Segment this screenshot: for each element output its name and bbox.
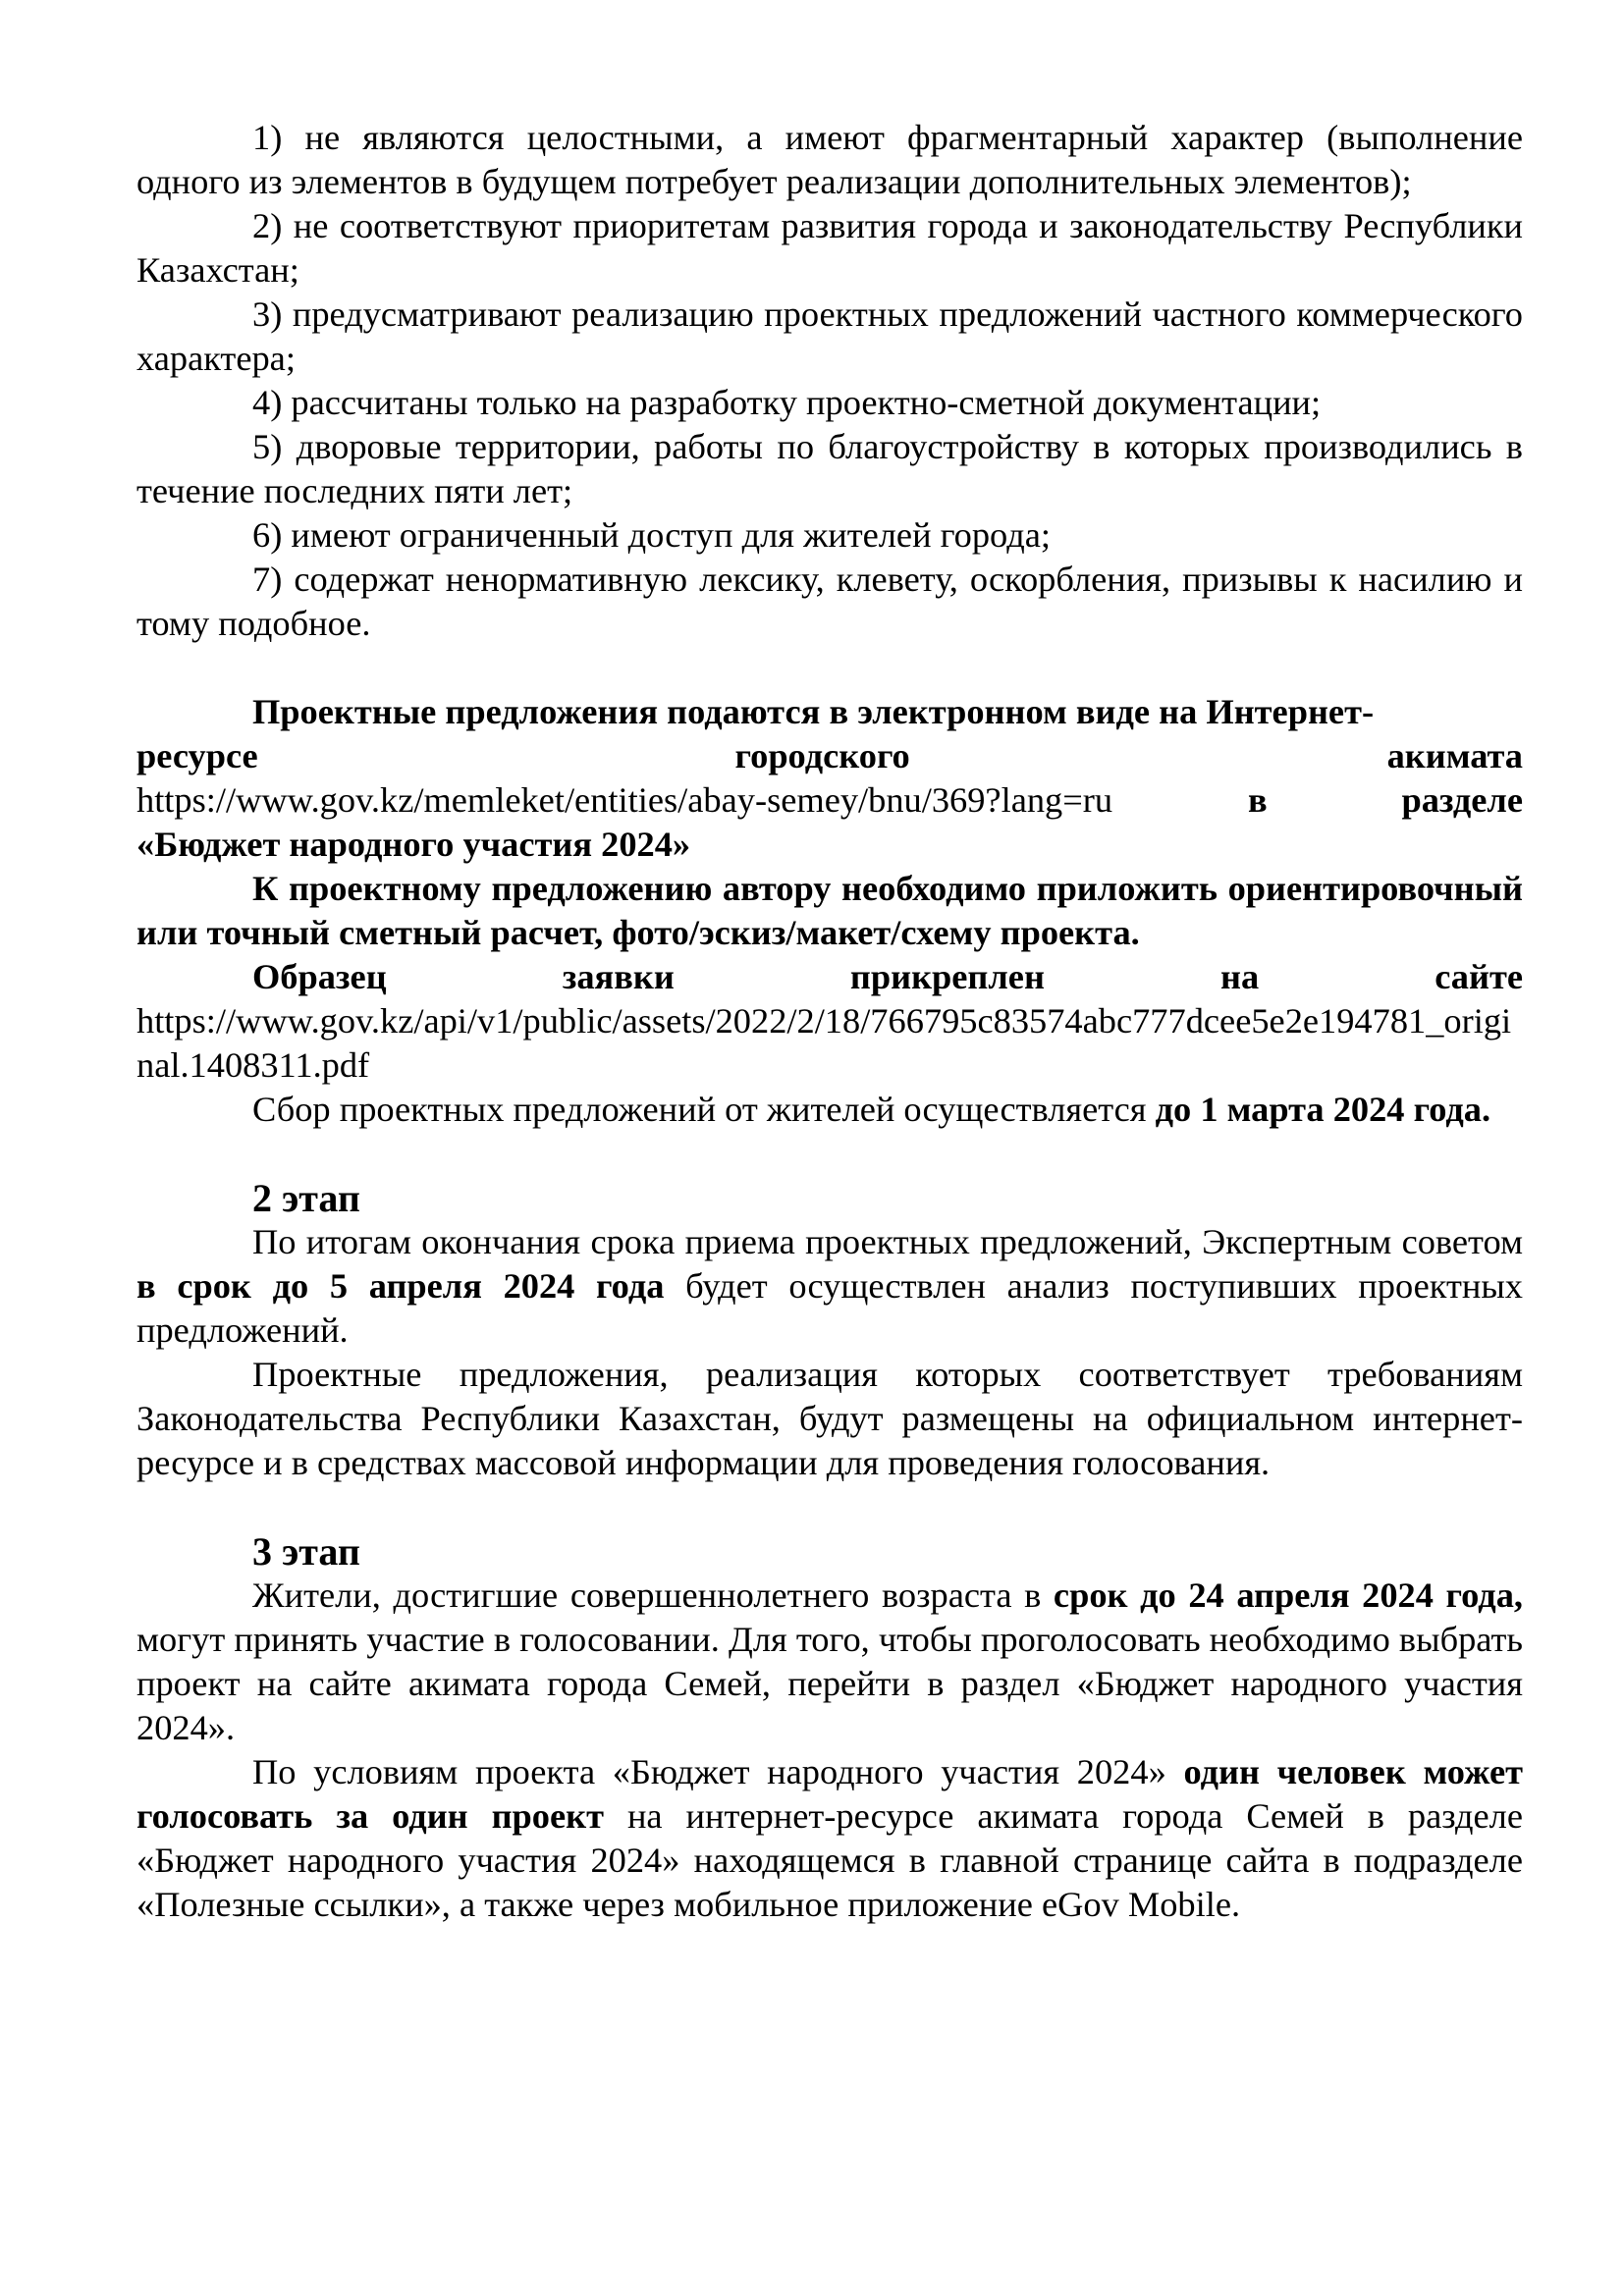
stage-2-text-b: будет осуществлен анализ поступивших проектных предложений. xyxy=(136,1266,1523,1350)
stage-3-title: 3 этап xyxy=(252,1529,360,1574)
stage-3-text-b: могут принять участие в голосовании. Для того, чтобы проголосовать необходимо выбрать проект на сайте акимата города Семей, перейти в раздел «Бюджет народного участия 2024». xyxy=(136,1620,1523,1747)
submission-section-words xyxy=(1248,778,1523,823)
stage-3-deadline: срок до 24 апреля 2024 года, xyxy=(1053,1575,1523,1615)
sample-word-5: сайте xyxy=(1435,957,1523,996)
stage-3-paragraph-2 xyxy=(136,1750,1523,1927)
submission-word-akimat: акимата xyxy=(1386,736,1523,775)
collection-text: Сбор проектных предложений от жителей осуществляется xyxy=(252,1090,1156,1129)
submission-word-city: городского xyxy=(734,736,910,775)
sample-word-4: на xyxy=(1219,957,1260,996)
submission-lead: Проектные предложения подаются в электронном виде на Интернет- xyxy=(252,692,1375,731)
collection-deadline: до 1 марта 2024 года. xyxy=(1155,1090,1491,1129)
document-body xyxy=(136,116,1523,1927)
submission-url[interactable]: https://www.gov.kz/memleket/entities/abay-semey/bnu/369?lang=ru xyxy=(136,780,1113,820)
submission-line-2 xyxy=(136,734,1523,778)
stage-2-text-a: По итогам окончания срока приема проектных предложений, Экспертным советом xyxy=(252,1222,1523,1261)
submission-section-name: «Бюджет народного участия 2024» xyxy=(136,825,691,864)
submission-url-row xyxy=(136,778,1523,823)
spacer xyxy=(136,1132,1523,1176)
submission-word-section: разделе xyxy=(1401,780,1523,820)
list-item-5: 5) дворовые территории, работы по благоустройству в которых производились в течение последних пяти лет; xyxy=(136,427,1523,510)
sample-word-2: заявки xyxy=(562,957,675,996)
submission-word-resource: ресурсе xyxy=(136,736,258,775)
spacer xyxy=(136,1485,1523,1529)
sample-url[interactable]: https://www.gov.kz/api/v1/public/assets/2022/2/18/766795c83574abc777dcee5e2e194781_original.1408311.pdf xyxy=(136,1001,1512,1085)
sample-line xyxy=(136,955,1523,999)
list-item-4: 4) рассчитаны только на разработку проектно-сметной документации; xyxy=(252,383,1322,422)
list-item-3: 3) предусматривают реализацию проектных предложений частного коммерческого характера; xyxy=(136,294,1523,378)
stage-2-paragraph-2: Проектные предложения, реализация которых соответствует требованиям Законодательства Республики Казахстан, будут размещены на официальном интернет-ресурсе и в средствах массовой информации для проведения голосования. xyxy=(136,1355,1523,1482)
list-item-1: 1) не являются целостными, а имеют фрагментарный характер (выполнение одного из элементов в будущем потребует реализации дополнительных элементов); xyxy=(136,118,1523,201)
stage-2-deadline: в срок до 5 апреля 2024 года xyxy=(136,1266,665,1306)
sample-word-1: Образец xyxy=(252,957,387,996)
stage-3-one-vote: один человек может голосовать за один проект xyxy=(136,1752,1524,1836)
stage-2-paragraph-1 xyxy=(136,1220,1523,1353)
stage-3-text-d: на интернет-ресурсе акимата города Семей в разделе «Бюджет народного участия 2024» находящемся в главной странице сайта в подразделе «Полезные ссылки», а также через мобильное приложение eGov Mobile. xyxy=(136,1796,1523,1924)
stage-3-text-a: Жители, достигшие совершеннолетнего возраста в xyxy=(252,1575,1054,1615)
list-item-7: 7) содержат ненормативную лексику, клевету, оскорбления, призывы к насилию и тому подобное. xyxy=(136,560,1523,643)
sample-word-3: прикреплен xyxy=(849,957,1045,996)
list-item-6: 6) имеют ограниченный доступ для жителей города; xyxy=(252,515,1051,555)
spacer xyxy=(136,646,1523,690)
collection-paragraph xyxy=(136,1088,1523,1132)
stage-3-text-c: По условиям проекта «Бюджет народного участия 2024» xyxy=(252,1752,1184,1791)
stage-2-title: 2 этап xyxy=(252,1176,360,1220)
list-item-2: 2) не соответствуют приоритетам развития города и законодательству Республики Казахстан; xyxy=(136,206,1523,290)
stage-3-paragraph-1 xyxy=(136,1574,1523,1750)
attach-note: К проектному предложению автору необходимо приложить ориентировочный или точный сметный расчет, фото/эскиз/макет/схему проекта. xyxy=(136,869,1523,952)
submission-word-in: в xyxy=(1248,780,1268,820)
